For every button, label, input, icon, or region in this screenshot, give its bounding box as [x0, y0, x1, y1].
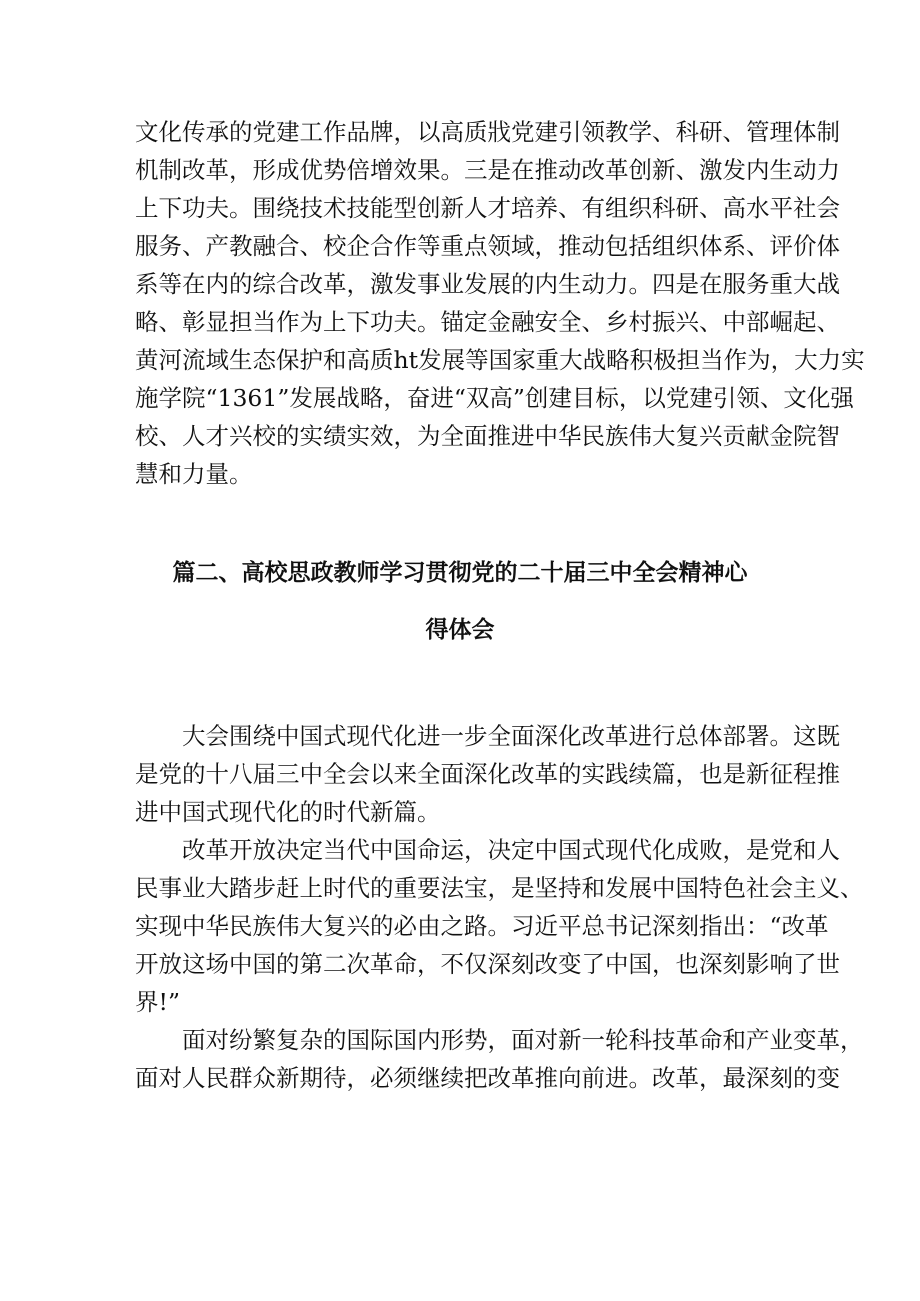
body-text-line: 进中国式现代化的时代新篇。 — [135, 798, 441, 826]
body-text-line: 是党的十八届三中全会以来全面深化改革的实践续篇，也是新征程推 — [135, 760, 840, 788]
body-text-line: 施学院“1361”发展战略，奋进“双高”创建目标，以党建引领、文化强 — [135, 384, 854, 412]
paragraph-first-line: 改革开放决定当代中国命运，决定中国式现代化成败，是党和人 — [182, 836, 840, 864]
body-text-line: 系等在内的综合改革，激发事业发展的内生动力。四是在服务重大战 — [135, 270, 840, 298]
section-title-continued: 得体会 — [425, 617, 495, 643]
paragraph-first-line: 面对纷繁复杂的国际国内形势，面对新一轮科技革命和产业变革， — [182, 1026, 864, 1054]
body-text-line: 校、人才兴校的实绩实效，为全面推进中华民族伟大复兴贡献金院智 — [135, 422, 840, 450]
body-text-line: 界!” — [135, 988, 180, 1016]
body-text-line: 黄河流域生态保护和高质ht发展等国家重大战略积极担当作为，大力实 — [135, 346, 865, 374]
body-text-line: 文化传承的党建工作品牌，以高质戕党建引领教学、科研、管理体制 — [135, 118, 840, 146]
body-text-line: 民事业大踏步赶上时代的重要法宝，是坚持和发展中国特色社会主义、 — [135, 874, 864, 902]
body-text-line: 机制改革，形成优势倍增效果。三是在推动改革创新、激发内生动力 — [135, 156, 840, 184]
paragraph-first-line: 大会围绕中国式现代化进一步全面深化改革进行总体部署。这既 — [182, 722, 840, 750]
body-text-line: 面对人民群众新期待，必须继续把改革推向前进。改革，最深刻的变 — [135, 1064, 840, 1092]
body-text-line: 上下功夫。围绕技术技能型创新人才培养、有组织科研、高水平社会 — [135, 194, 840, 222]
body-text-line: 慧和力量。 — [135, 460, 253, 488]
body-text-line: 开放这场中国的第二次革命，不仅深刻改变了中国，也深刻影响了世 — [135, 950, 840, 978]
section-title: 篇二、高校思政教师学习贯彻党的二十届三中全会精神心 — [172, 560, 748, 586]
body-text-line: 服务、产教融合、校企合作等重点领域，推动包括组织体系、评价体 — [135, 232, 840, 260]
body-text-line: 略、彰显担当作为上下功夫。锚定金融安全、乡村振兴、中部崛起、 — [135, 308, 840, 336]
body-text-line: 实现中华民族伟大复兴的必由之路。习近平总书记深刻指出：“改革 — [135, 912, 829, 940]
